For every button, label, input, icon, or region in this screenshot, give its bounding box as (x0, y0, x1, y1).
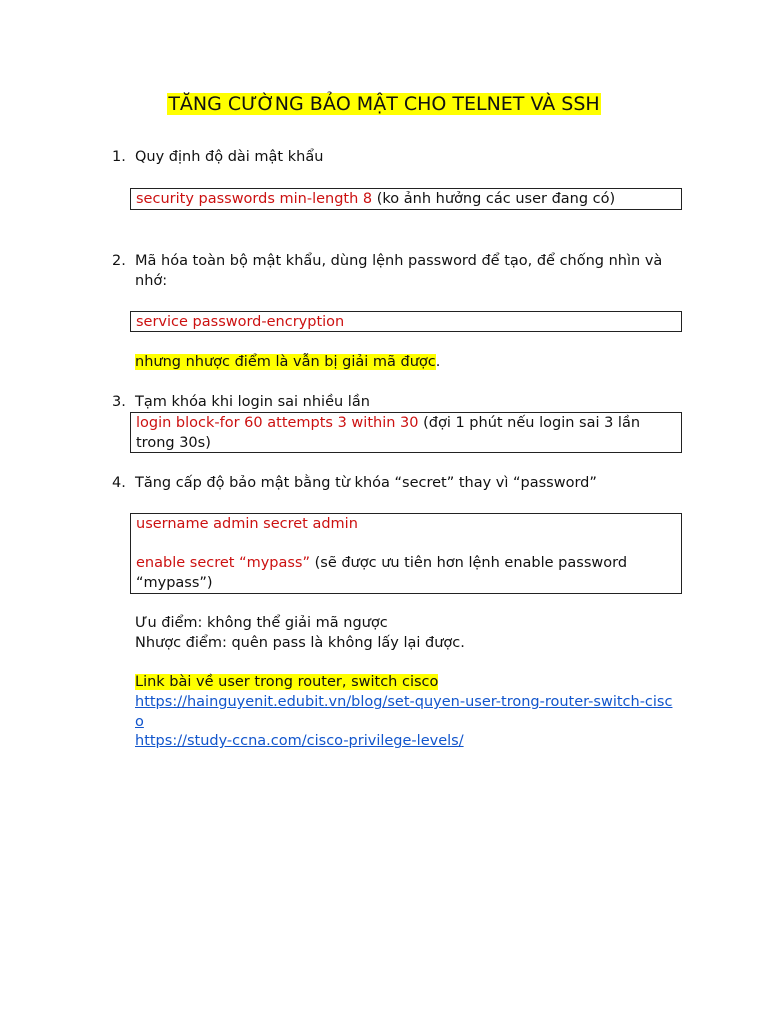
item-2-command: service password-encryption (136, 314, 345, 330)
item-4-command-username: username admin secret admin (136, 516, 358, 532)
document-title (0, 92, 768, 116)
item-4-command-enable-note: (sẽ được ưu tiên hơn lệnh enable password “mypass”) (136, 555, 628, 591)
item-1-command: security passwords min-length 8 (136, 191, 373, 207)
link-study-ccna-text[interactable]: https://study-ccna.com/cisco-privilege-levels/ (135, 733, 464, 749)
item-4-command-enable (136, 553, 676, 593)
item-4-number: 4. (112, 475, 126, 491)
link-study-ccna[interactable] (135, 731, 464, 751)
item-2-warning-highlight: nhưng nhược điểm là vẫn bị giải mã được (135, 354, 436, 370)
link-hainguyenit-text[interactable]: https://hainguyenit.edubit.vn/blog/set-quyen-user-trong-router-switch-cisco (135, 694, 673, 730)
link-section-label-text: Link bài về user trong router, switch cisco (135, 674, 439, 690)
item-1-command-note: (ko ảnh hưởng các user đang có) (372, 191, 616, 207)
item-2-number: 2. (112, 253, 126, 269)
link-section-label (135, 672, 438, 692)
item-3-command: login block-for 60 attempts 3 within 30 (136, 415, 419, 431)
item-4-command-enable-secret: enable secret “mypass” (136, 555, 310, 571)
item-4-pro: Ưu điểm: không thể giải mã ngược (135, 615, 388, 631)
item-2-warning (135, 352, 440, 372)
item-1-number: 1. (112, 149, 126, 165)
item-1-heading: Quy định độ dài mật khẩu (135, 149, 324, 165)
item-2-warning-tail: . (435, 354, 441, 370)
item-3-number: 3. (112, 394, 126, 410)
item-4-heading: Tăng cấp độ bảo mật bằng từ khóa “secret” thay vì “password” (135, 475, 597, 491)
item-2-command-box (130, 311, 682, 332)
item-2-heading: Mã hóa toàn bộ mật khẩu, dùng lệnh password để tạo, để chống nhìn và nhớ: (135, 253, 663, 289)
item-3-heading: Tạm khóa khi login sai nhiều lần (135, 394, 370, 410)
item-4-con: Nhược điểm: quên pass là không lấy lại được. (135, 635, 465, 651)
item-3-command-note: (đợi 1 phút nếu login sai 3 lần trong 30s) (136, 415, 641, 451)
item-1-command-box (130, 188, 682, 210)
document-title-text: TĂNG CƯỜNG BẢO MẬT CHO TELNET VÀ SSH (168, 93, 600, 115)
item-3-command-box (130, 412, 682, 453)
link-hainguyenit[interactable] (135, 692, 675, 732)
item-4-command-box (130, 513, 682, 594)
